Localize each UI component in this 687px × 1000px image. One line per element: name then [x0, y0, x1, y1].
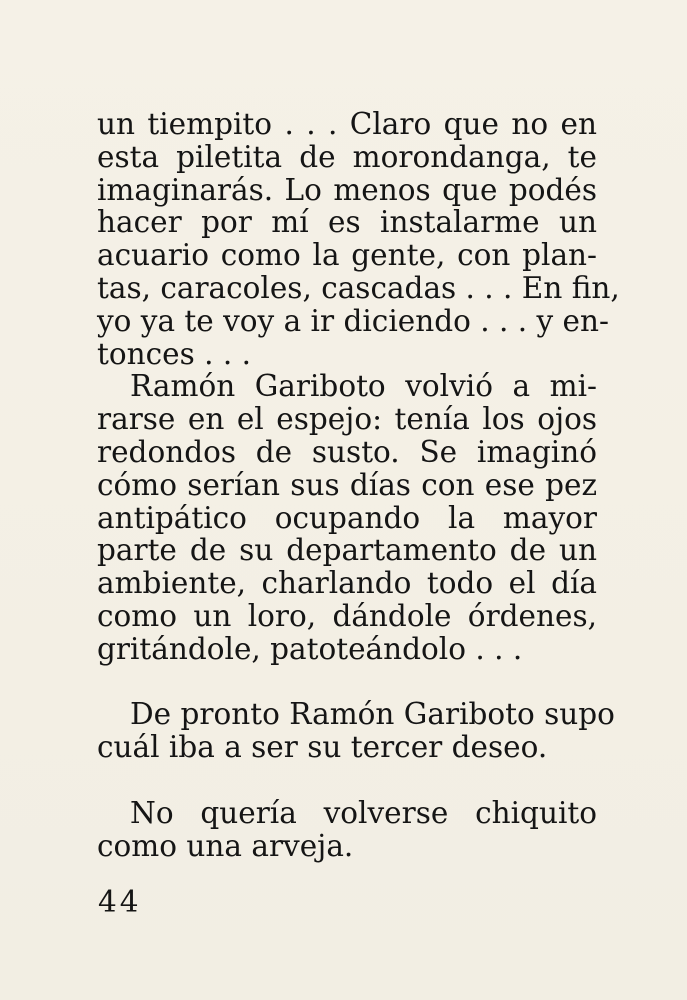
text-line: acuario como la gente, con plan- [97, 238, 597, 273]
paragraph-gap [97, 666, 597, 699]
text-line: cómo serían sus días con ese pez [97, 467, 597, 502]
text-line: cuál iba a ser su tercer deseo. [97, 730, 548, 765]
text-line: un tiempito . . . Claro que no en [97, 107, 597, 141]
text-line: imaginarás. Lo menos que podés [97, 172, 597, 207]
text-line: como un loro, dándole órdenes, [97, 598, 597, 633]
text-line: Ramón Gariboto volvió a mi- [130, 369, 597, 404]
text-line: gritándole, patoteándolo . . . [97, 631, 523, 666]
text-line: esta piletita de morondanga, te [97, 139, 597, 174]
body-text [97, 107, 620, 863]
paragraph-gap [97, 764, 597, 797]
text-line: ambiente, charlando todo el día [97, 566, 597, 601]
text-line: tas, caracoles, cascadas . . . En fin, [97, 270, 620, 305]
text-line: hacer por mí es instalarme un [97, 205, 597, 240]
text-line: parte de su departamento de un [97, 533, 597, 568]
text-line: No quería volverse chiquito [130, 795, 597, 830]
text-line: De pronto Ramón Gariboto supo [130, 697, 615, 732]
text-line: redondos de susto. Se imaginó [97, 434, 597, 469]
page-number: 44 [98, 885, 142, 919]
text-line: antipático ocupando la mayor [97, 500, 597, 535]
text-line: rarse en el espejo: tenía los ojos [97, 402, 597, 437]
text-line: yo ya te voy a ir diciendo . . . y en- [97, 303, 609, 338]
text-line: tonces . . . [97, 336, 251, 371]
text-line: como una arveja. [97, 828, 354, 863]
